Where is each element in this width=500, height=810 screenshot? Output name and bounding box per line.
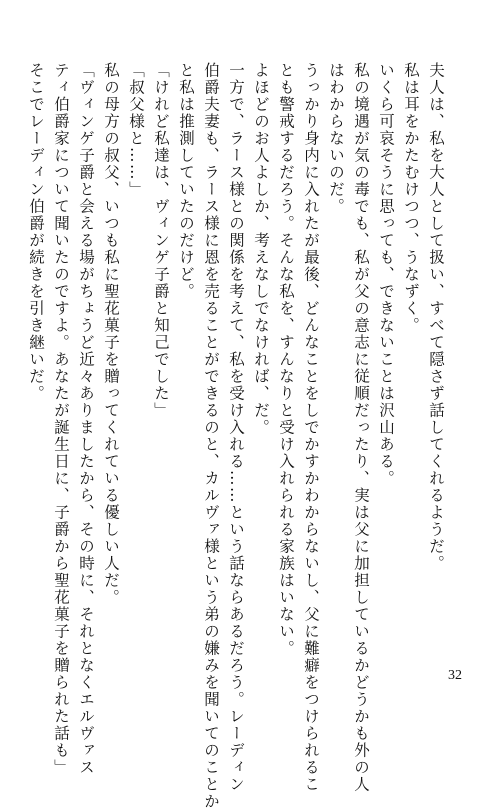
text-line: 私の境遇が気の毒でも、私が父の意志に従順だったり、実は父に加担しているかどうかも外の人	[352, 62, 370, 793]
text-line: いくら可哀そうに思っても、できないことは沢山ある。	[377, 62, 395, 487]
text-line: ティ伯爵家について聞いたのですよ。あなたが誕生日に、子爵から聖花菓子を贈られた話も」	[52, 62, 70, 776]
text-line: と私は推測していたのだけど。	[177, 62, 195, 300]
text-line: 「叔父様と……」	[127, 62, 145, 198]
text-line: 「けれど私達は、ヴィンゲ子爵と知己でした」	[152, 62, 170, 419]
text-line: 一方で、ラース様との関係を考えて、私を受け入れる……という話ならあるだろう。レーディン	[227, 62, 245, 793]
text-line: うっかり身内に入れたが最後、どんなことをしでかすかわからないし、父に難癖をつけられるこ	[302, 62, 320, 793]
text-line: そこでレーディン伯爵が続きを引き継いだ。	[27, 62, 45, 402]
text-line: 私の母方の叔父、いつも私に聖花菓子を贈ってくれている優しい人だ。	[102, 62, 120, 606]
text-line: 夫人は、私を大人として扱い、すべて隠さず話してくれるようだ。	[427, 62, 445, 572]
vertical-text-body	[27, 62, 448, 810]
text-line: 私は耳をかたむけつつ、うなずく。	[402, 62, 420, 334]
text-line: 伯爵夫妻も、ラース様に恩を売ることができるのと、カルヴァ様という弟の嫌みを聞いてのことか	[202, 62, 220, 810]
text-line: 「ヴィンゲ子爵と会える場がちょうど近々ありましたから、その時に、それとなくエルヴァス	[77, 62, 95, 776]
text-line: はわからないのだ。	[327, 62, 345, 215]
page-number: 32	[448, 668, 462, 683]
text-line: とも警戒するだろう。そんな私を、すんなりと受け入れられる家族はいない。	[277, 62, 295, 657]
text-line: よほどのお人よしか、考えなしでなければ、だ。	[252, 62, 270, 436]
